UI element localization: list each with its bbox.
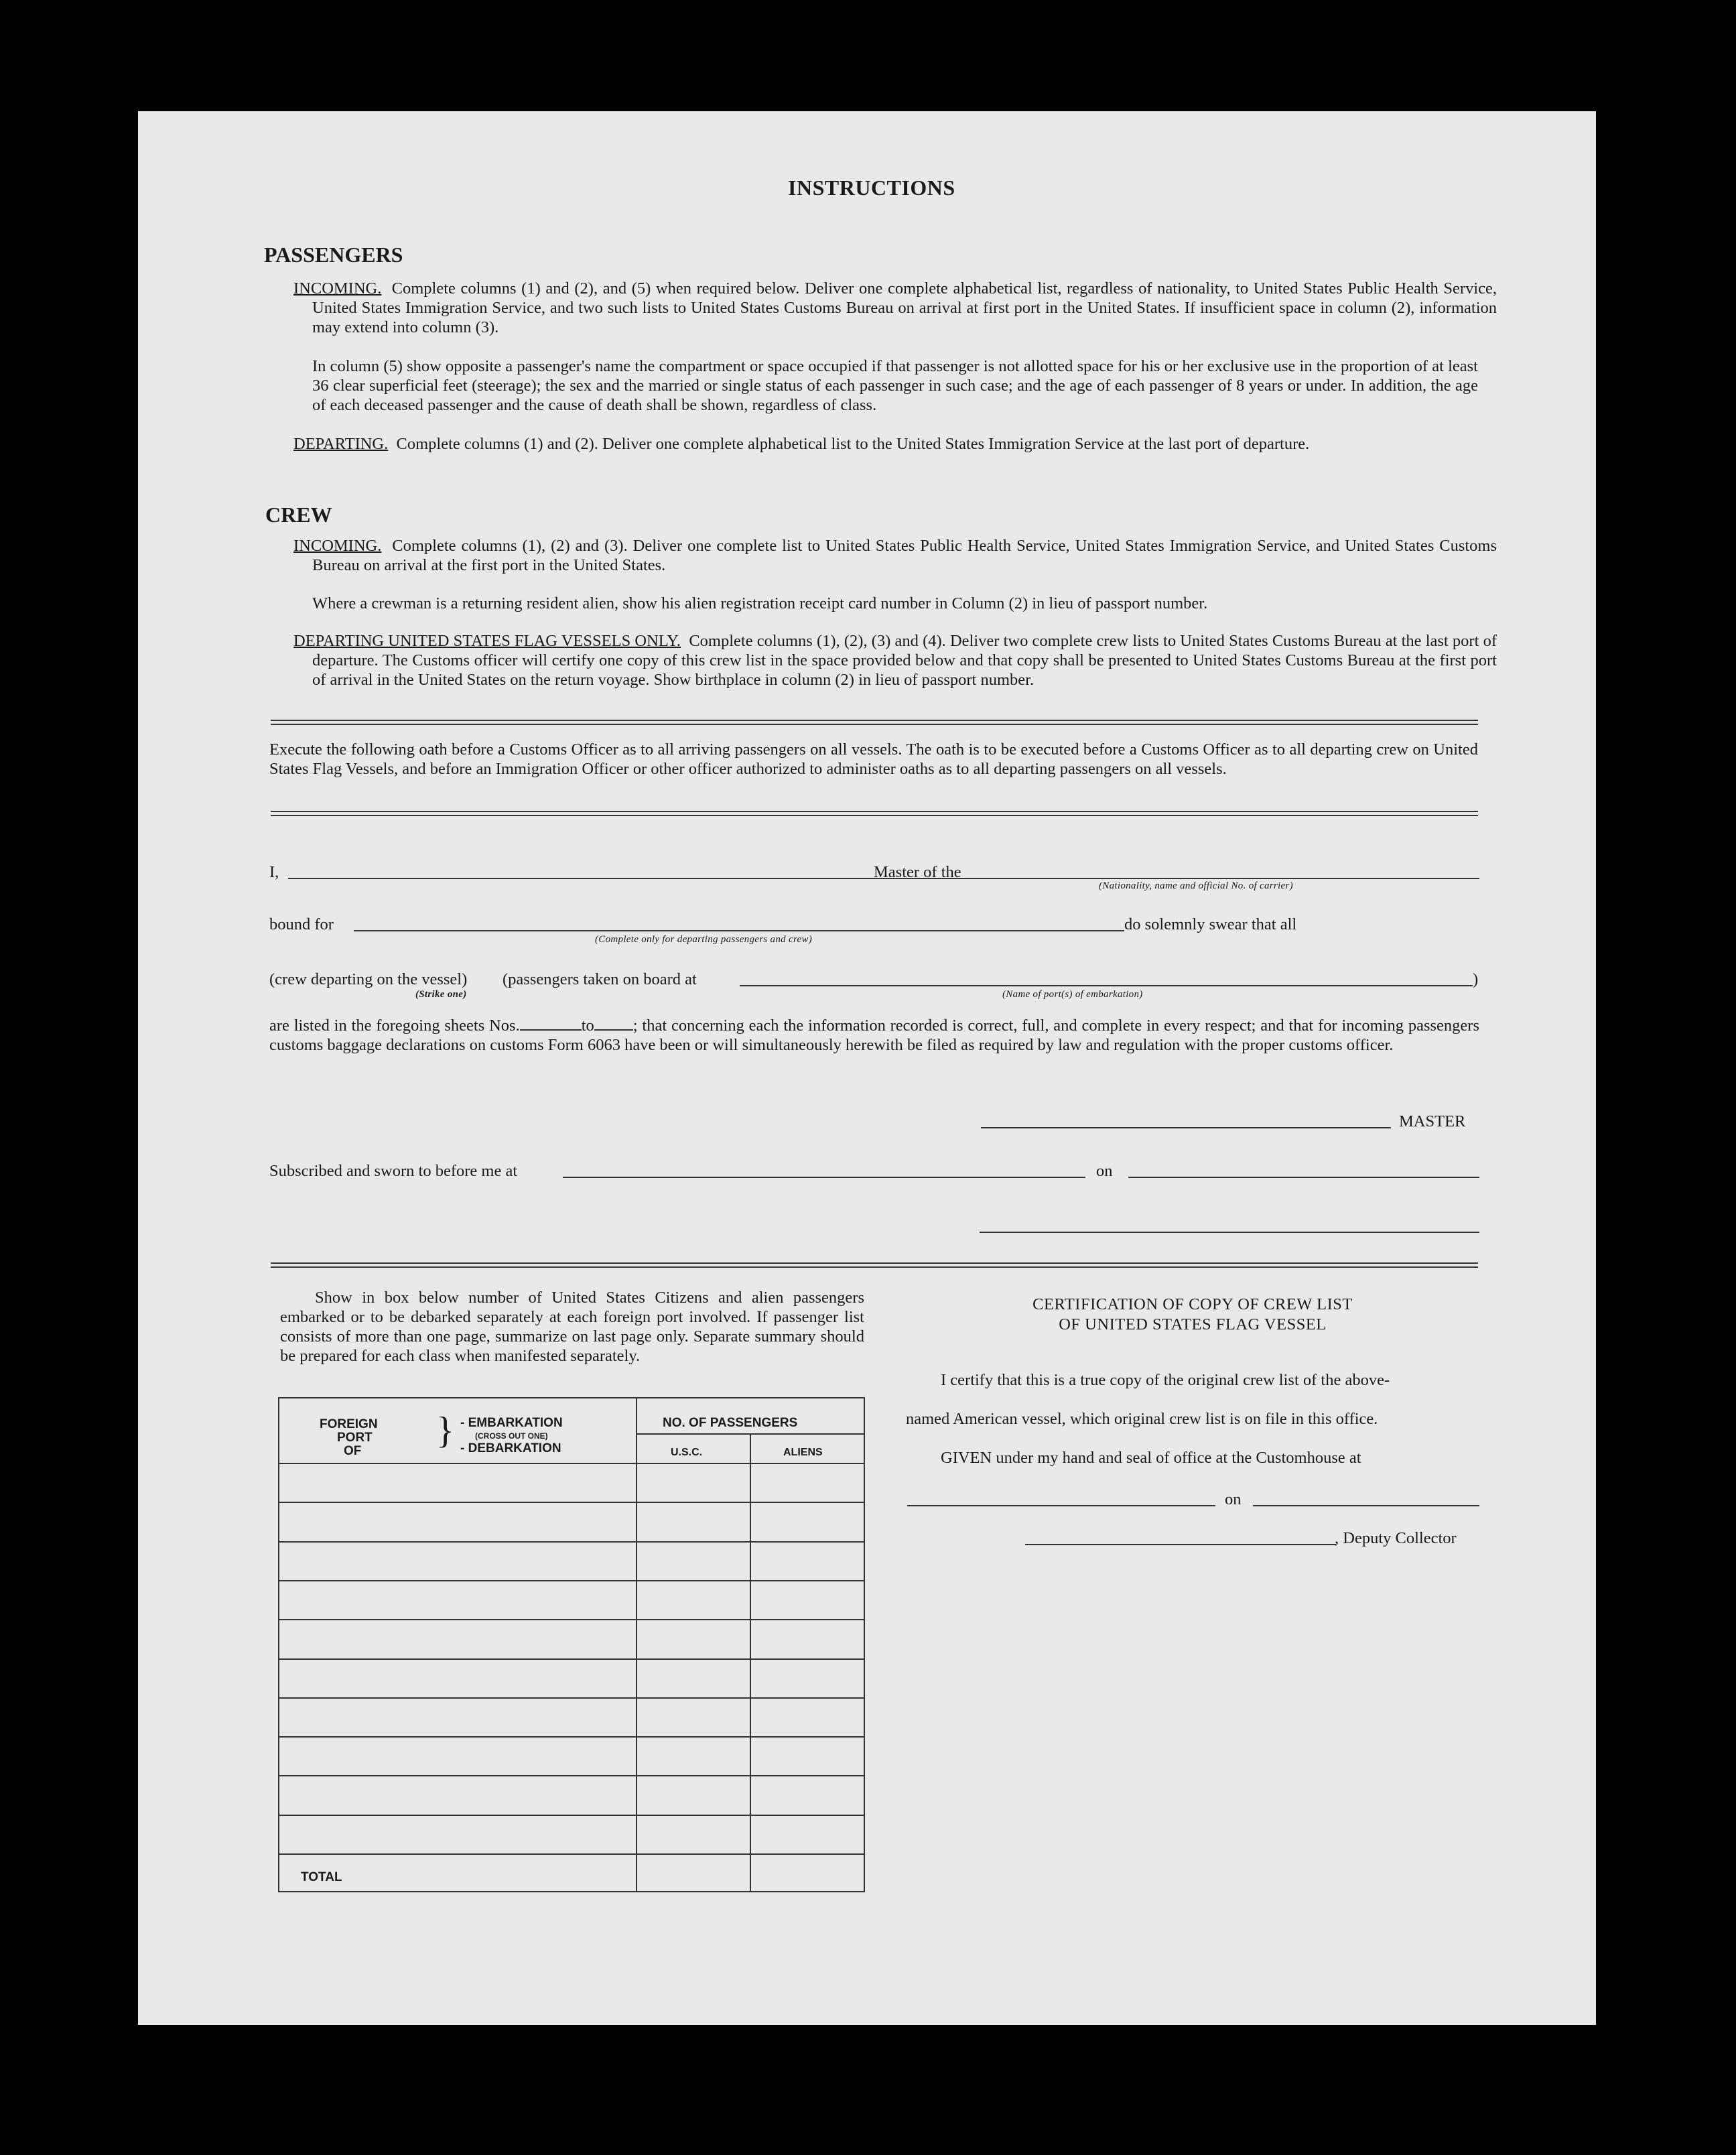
section-divider bbox=[271, 720, 1478, 725]
table-row[interactable] bbox=[279, 1775, 864, 1776]
crew-alien-paragraph: Where a crewman is a returning resident alien, show his alien registration receipt card number in Column (2) in lieu of passport number. bbox=[312, 594, 1208, 612]
bound-for-caption: (Complete only for departing passengers and crew) bbox=[595, 934, 813, 945]
bound-for-label: bound for bbox=[269, 915, 334, 933]
total-label: TOTAL bbox=[301, 1870, 342, 1884]
crew-departing-text: Complete columns (1), (2), (3) and (4). Deliver two complete crew lists to United States Customs Bureau at the last port of departure. The Customs officer will certify one copy of this crew list in the space provided below and that copy shall be presented to United States Customs Bureau at the first port of arrival in the United States on the return voyage. Show birthplace in column (2) in lieu of passport number. bbox=[312, 632, 1497, 689]
bound-for-field[interactable] bbox=[354, 930, 1124, 931]
oath-divider bbox=[271, 811, 1478, 816]
summary-instructions: Show in box below number of United States Citizens and alien passengers embarked or to be debarked separately at each foreign port involved. If passenger list consists of more than one page, summarize on last page only. Separate summary should be prepared for each class when manifested separately. bbox=[280, 1289, 864, 1365]
officer-signature-field[interactable] bbox=[980, 1232, 1479, 1233]
cert-on-label: on bbox=[1225, 1490, 1242, 1508]
customhouse-field[interactable] bbox=[907, 1505, 1215, 1506]
to-label: to bbox=[581, 1017, 594, 1035]
sheet-to-field[interactable] bbox=[594, 1029, 633, 1031]
table-header-line bbox=[279, 1463, 864, 1464]
master-label: MASTER bbox=[1399, 1112, 1466, 1130]
table-row[interactable] bbox=[279, 1619, 864, 1620]
header-debarkation: - DEBARKATION bbox=[460, 1441, 561, 1455]
brace-symbol: } bbox=[436, 1410, 454, 1451]
sworn-date-field[interactable] bbox=[1128, 1177, 1479, 1178]
passengers-departing-text: Complete columns (1) and (2). Deliver one complete alphabetical list to the United States Immigration Service at the last port of departure. bbox=[396, 435, 1310, 453]
given-text: GIVEN under my hand and seal of office at the Customhouse at bbox=[941, 1449, 1361, 1467]
passengers-departing-paragraph bbox=[293, 434, 1497, 454]
crew-departing-option[interactable]: (crew departing on the vessel) bbox=[269, 970, 468, 988]
table-row[interactable] bbox=[279, 1853, 864, 1855]
master-signature-field[interactable] bbox=[981, 1127, 1391, 1128]
passengers-incoming-label: INCOMING. bbox=[293, 279, 382, 298]
cert-date-field[interactable] bbox=[1253, 1505, 1479, 1506]
deputy-collector-label: , Deputy Collector bbox=[1335, 1529, 1457, 1547]
crew-heading: CREW bbox=[265, 503, 332, 527]
table-divider-port bbox=[636, 1398, 637, 1891]
passengers-taken-option[interactable]: (passengers taken on board at bbox=[503, 970, 697, 988]
oath-intro: Execute the following oath before a Customs Officer as to all arriving passengers on all vessels. The oath is to be executed before a Customs Officer as to all departing crew on United States Flag Vessels, and before an Immigration Officer or other officer authorized to administer oaths as to all departing passengers on all vessels. bbox=[269, 740, 1478, 778]
header-aliens: ALIENS bbox=[783, 1447, 823, 1458]
certify-line2: named American vessel, which original crew list is on file in this office. bbox=[906, 1410, 1378, 1428]
passengers-incoming-text: Complete columns (1) and (2), and (5) when required below. Deliver one complete alphabetical list, regardless of nationality, to United States Public Health Service, United States Immigration Service, and two such lists to United States Customs Bureau on arrival at first port in the United States. If insufficient space in column (2), information may extend into column (3). bbox=[312, 279, 1497, 336]
passenger-summary-table bbox=[278, 1397, 865, 1892]
header-port: PORT bbox=[337, 1431, 373, 1445]
listed-rest: ; that concerning each the information recorded is correct, full, and complete in every respect; and that for incoming passengers customs baggage declarations on customs Form 6063 have been or will simultaneously herewith be filed as required by law and regulation with the proper customs officer. bbox=[269, 1017, 1479, 1054]
certify-line1: I certify that this is a true copy of the original crew list of the above- bbox=[941, 1371, 1390, 1389]
crew-incoming-text: Complete columns (1), (2) and (3). Deliver one complete list to United States Public Health Service, United States Immigration Service, and United States Customs Bureau on arrival at the first port in the United States. bbox=[312, 537, 1497, 574]
strike-one-caption: (Strike one) bbox=[415, 989, 467, 1000]
embarkation-ports-field[interactable] bbox=[740, 985, 1473, 986]
header-cross-out: (CROSS OUT ONE) bbox=[475, 1431, 548, 1441]
header-usc: U.S.C. bbox=[671, 1447, 703, 1458]
listed-text: are listed in the foregoing sheets Nos. bbox=[269, 1017, 520, 1035]
sheet-from-field[interactable] bbox=[520, 1029, 582, 1031]
passengers-departing-label: DEPARTING. bbox=[293, 435, 389, 453]
listed-paragraph bbox=[269, 1016, 1479, 1055]
subscribed-label: Subscribed and sworn to before me at bbox=[269, 1162, 518, 1180]
header-embarkation: - EMBARKATION bbox=[460, 1416, 563, 1430]
page-title: INSTRUCTIONS bbox=[788, 176, 955, 200]
certification-title bbox=[992, 1295, 1394, 1335]
sworn-place-field[interactable] bbox=[563, 1177, 1085, 1178]
form-page bbox=[138, 111, 1596, 2025]
header-of: OF bbox=[344, 1444, 362, 1458]
header-foreign: FOREIGN bbox=[320, 1417, 378, 1431]
deputy-signature-field[interactable] bbox=[1025, 1544, 1336, 1545]
carrier-caption: (Nationality, name and official No. of carrier) bbox=[1099, 880, 1293, 891]
table-row[interactable] bbox=[279, 1580, 864, 1581]
crew-departing-paragraph bbox=[293, 631, 1497, 690]
passengers-heading: PASSENGERS bbox=[264, 243, 403, 267]
passengers-incoming-paragraph bbox=[293, 279, 1497, 337]
sworn-on-label: on bbox=[1096, 1162, 1113, 1180]
table-row[interactable] bbox=[279, 1502, 864, 1503]
crew-incoming-paragraph bbox=[293, 536, 1497, 575]
ports-caption: (Name of port(s) of embarkation) bbox=[1002, 989, 1143, 1000]
table-row[interactable] bbox=[279, 1658, 864, 1660]
oath-i-label: I, bbox=[269, 863, 279, 881]
table-subheader-line bbox=[636, 1433, 864, 1435]
lower-divider bbox=[271, 1262, 1478, 1268]
close-paren: ) bbox=[1473, 970, 1479, 988]
swear-text: do solemnly swear that all bbox=[1124, 915, 1297, 933]
table-row[interactable] bbox=[279, 1541, 864, 1543]
master-of-the-label: Master of the bbox=[874, 863, 961, 881]
crew-departing-label: DEPARTING UNITED STATES FLAG VESSELS ONLY. bbox=[293, 632, 681, 650]
passengers-column5-paragraph: In column (5) show opposite a passenger's name the compartment or space occupied if that passenger is not allotted space for his or her exclusive use in the proportion of at least 36 clear superficial feet (steerage); the sex and the married or single status of each passenger in such case; and the age of each passenger of 8 years or under. In addition, the age of each deceased passenger and the cause of death shall be shown, regardless of class. bbox=[312, 357, 1478, 414]
header-no-of-passengers: NO. OF PASSENGERS bbox=[663, 1416, 798, 1430]
carrier-field[interactable] bbox=[977, 878, 1479, 879]
certification-title-line2: OF UNITED STATES FLAG VESSEL bbox=[1059, 1315, 1327, 1333]
table-row[interactable] bbox=[279, 1736, 864, 1738]
table-row[interactable] bbox=[279, 1815, 864, 1816]
crew-incoming-label: INCOMING. bbox=[293, 537, 382, 555]
certification-title-line1: CERTIFICATION OF COPY OF CREW LIST bbox=[1032, 1295, 1353, 1313]
table-row[interactable] bbox=[279, 1697, 864, 1699]
